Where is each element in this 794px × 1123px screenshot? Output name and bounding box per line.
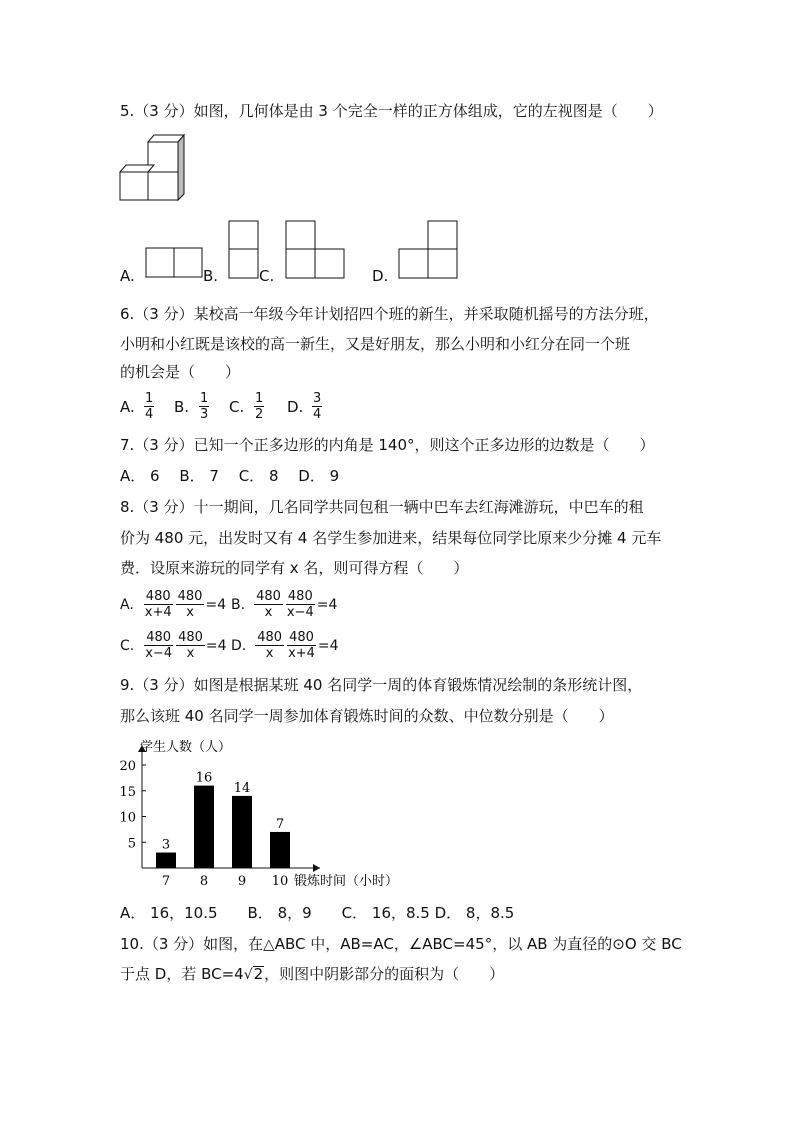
q8-option-a [120, 589, 226, 620]
equation-rhs: =4 [205, 637, 227, 654]
q6-option-d-fraction [312, 391, 322, 422]
q5-option-a-label: A. [120, 267, 135, 285]
fraction-denominator: x [186, 605, 194, 620]
q6-line-2: 小明和小红既是该校的高一新生，又是好朋友，那么小明和小红分在同一个班 [120, 335, 631, 353]
bar [232, 796, 252, 868]
y-tick-label: 10 [119, 810, 136, 826]
q5-option-c-label: C. [259, 267, 275, 285]
q5-option-c-figure [285, 220, 347, 280]
bar-value-label: 3 [161, 837, 171, 853]
q10-line-2: 于点 D，若 BC=4√2，则图中阴影部分的面积为（ ） [120, 965, 505, 983]
bar [156, 853, 176, 868]
q6-option-c-fraction [254, 391, 264, 422]
fraction-numerator: 1 [200, 391, 209, 406]
bar-chart [110, 735, 430, 895]
sqrt-radicand: 2 [253, 965, 264, 983]
equation-rhs: =4 [316, 596, 338, 613]
q9-options: A． 16，10.5 B． 8，9 C． 16，8.5 D． 8，8.5 [120, 904, 515, 922]
q5-option-d-label: D. [372, 267, 389, 285]
fraction [176, 630, 205, 661]
q5-stem: 5.（3 分）如图，几何体是由 3 个完全一样的正方体组成，它的左视图是（ ） [120, 102, 663, 120]
q7-options: A． 6 B． 7 C． 8 D． 9 [120, 467, 340, 485]
fraction-denominator: 3 [200, 407, 209, 422]
fraction-denominator: x−4 [145, 646, 173, 661]
q5-option-b-figure [228, 220, 260, 280]
q8-line-2: 价为 480 元，出发时又有 4 名学生参加进来，结果每位同学比原来少分摊 4 元车 [120, 529, 662, 547]
fraction-denominator: x+4 [288, 646, 315, 661]
fraction [143, 630, 174, 661]
x-tick-label: 9 [237, 874, 247, 889]
q6-option-d-label: D. [287, 398, 304, 416]
bar-value-label: 7 [275, 816, 285, 832]
q5-option-d-figure [398, 220, 460, 280]
fraction-numerator: 3 [313, 391, 322, 406]
fraction-numerator: 480 [178, 630, 203, 645]
fraction-numerator: 1 [255, 391, 264, 406]
equation-rhs: =4 [205, 596, 227, 613]
bar [194, 786, 214, 868]
fraction-numerator: 1 [145, 391, 154, 406]
q8-option-b [231, 589, 337, 620]
bar-value-label: 16 [195, 770, 213, 786]
q6-option-a-label: A. [120, 398, 135, 416]
fraction-denominator: x [265, 646, 274, 661]
option-label: C. [120, 637, 135, 654]
fraction-numerator: 480 [145, 589, 171, 604]
q5-option-a-figure [145, 247, 205, 279]
q5-option-b-label: B. [203, 267, 219, 285]
fraction-denominator: 4 [145, 407, 154, 422]
fraction-numerator: 480 [289, 630, 314, 645]
fraction [285, 589, 316, 620]
chart-bars [156, 786, 290, 868]
x-tick-label: 8 [199, 874, 209, 889]
q8-line-3: 费．设原来游玩的同学有 x 名，则可得方程（ ） [120, 559, 469, 577]
option-label: D. [231, 637, 247, 654]
fraction-denominator: x [186, 646, 195, 661]
fraction-numerator: 480 [177, 589, 203, 604]
bar-value-label: 14 [233, 780, 251, 796]
x-tick-label: 7 [161, 874, 171, 889]
fraction-denominator: x+4 [144, 605, 172, 620]
fraction-numerator: 480 [287, 589, 313, 604]
fraction-denominator: 4 [313, 407, 322, 422]
fraction-numerator: 480 [256, 589, 281, 604]
q6-option-c-label: C. [229, 398, 245, 416]
x-axis-arrow [313, 864, 320, 872]
y-tick-label: 15 [119, 784, 136, 800]
y-axis-label: 学生人数（人） [140, 740, 232, 755]
y-tick-label: 20 [119, 759, 136, 774]
q6-line-3: 的机会是（ ） [120, 363, 241, 381]
q8-line-1: 8.（3 分）十一期间，几名同学共同包租一辆中巴车去红海滩游玩，中巴车的租 [120, 498, 644, 516]
q6-line-1: 6.（3 分）某校高一年级今年计划招四个班的新生，并采取随机摇号的方法分班， [120, 305, 659, 323]
fraction [286, 630, 317, 661]
fraction [255, 630, 284, 661]
fraction [176, 589, 205, 620]
fraction-numerator: 480 [257, 630, 283, 645]
q5-solid-figure [118, 132, 188, 204]
fraction [254, 589, 283, 620]
fraction [143, 589, 174, 620]
q6-option-b-label: B. [174, 398, 190, 416]
q10-line-2-end: ，则图中阴影部分的面积为（ ） [264, 965, 505, 983]
fraction-numerator: 480 [146, 630, 172, 645]
y-tick-label: 5 [127, 836, 136, 852]
q6-option-a-fraction [144, 391, 154, 422]
q6-option-b-fraction [199, 391, 209, 422]
q8-option-c [120, 630, 227, 661]
q10-line-2-start: 于点 D，若 BC=4 [120, 965, 244, 983]
fraction-denominator: x [264, 605, 273, 620]
bar [270, 832, 290, 868]
x-tick-label: 10 [271, 874, 289, 889]
q8-option-d [231, 630, 339, 661]
q10-line-1: 10.（3 分）如图，在△ABC 中，AB=AC，∠ABC=45°，以 AB 为直径的⊙O 交 BC [120, 935, 682, 953]
option-label: A. [120, 596, 134, 613]
fraction-denominator: 2 [255, 407, 264, 422]
fraction-denominator: x−4 [286, 605, 314, 620]
q7-stem: 7.（3 分）已知一个正多边形的内角是 140°，则这个正多边形的边数是（ ） [120, 436, 655, 454]
equation-rhs: =4 [317, 637, 339, 654]
x-axis-label: 锻炼时间（小时） [294, 874, 399, 889]
option-label: B. [231, 596, 246, 613]
q9-line-2: 那么该班 40 名同学一周参加体育锻炼时间的众数、中位数分别是（ ） [120, 707, 614, 725]
q9-line-1: 9.（3 分）如图是根据某班 40 名同学一周的体育锻炼情况绘制的条形统计图， [120, 676, 643, 694]
